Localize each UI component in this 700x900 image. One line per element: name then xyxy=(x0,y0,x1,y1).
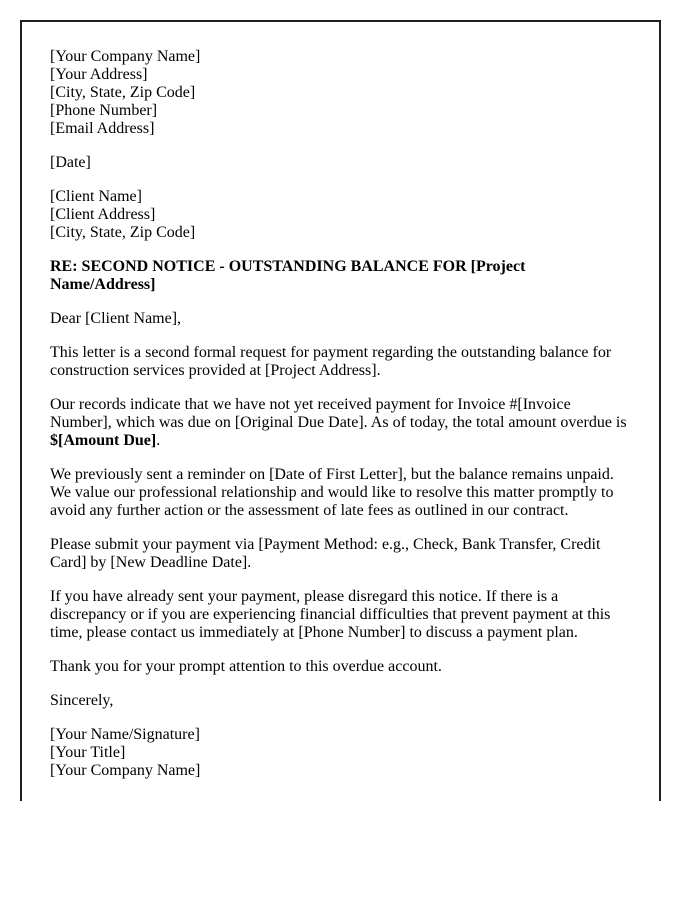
salutation: Dear [Client Name], xyxy=(50,310,182,327)
signature-title: [Your Title] xyxy=(50,744,126,761)
paragraph-payment-method: Please submit your payment via [Payment Method: e.g., Check, Bank Transfer, Credit Card] by [New Deadline Date]. xyxy=(50,536,601,571)
recipient-name: [Client Name] xyxy=(50,188,142,205)
sender-address: [Your Address] xyxy=(50,66,148,83)
paragraph-second-request: This letter is a second formal request for payment regarding the outstanding balance for construction services provided at [Project Address]. xyxy=(50,344,612,379)
signature-name: [Your Name/Signature] xyxy=(50,726,200,743)
recipient-city-state-zip: [City, State, Zip Code] xyxy=(50,224,196,241)
letter-page-border xyxy=(20,20,661,801)
sender-city-state-zip: [City, State, Zip Code] xyxy=(50,84,196,101)
sender-email: [Email Address] xyxy=(50,120,155,137)
sender-phone: [Phone Number] xyxy=(50,102,158,119)
amount-due-emphasis: $[Amount Due] xyxy=(50,432,157,449)
letter-content xyxy=(50,48,627,780)
recipient-address: [Client Address] xyxy=(50,206,156,223)
signature-block xyxy=(50,726,627,780)
paragraph-previous-reminder: We previously sent a reminder on [Date of First Letter], but the balance remains unpaid. We value our professional relationship and would like to resolve this matter promptly to avoid any further action or the assessment of late fees as outlined in our contract. xyxy=(50,466,614,519)
recipient-address-block xyxy=(50,188,627,242)
closing: Sincerely, xyxy=(50,692,114,709)
subject-line: RE: SECOND NOTICE - OUTSTANDING BALANCE FOR [Project Name/Address] xyxy=(50,258,526,293)
paragraph-disregard-notice: If you have already sent your payment, please disregard this notice. If there is a discrepancy or if you are experiencing financial difficulties that prevent payment at this time, please contact us immediately at [Phone Number] to discuss a payment plan. xyxy=(50,588,611,641)
signature-company: [Your Company Name] xyxy=(50,762,201,779)
paragraph-records-period: . xyxy=(156,432,161,449)
paragraph-records-text: Our records indicate that we have not yet received payment for Invoice #[Invoice Number], which was due on [Original Due Date]. As of today, the total amount overdue is xyxy=(50,396,627,431)
paragraph-records-overdue xyxy=(50,396,627,450)
sender-company-name: [Your Company Name] xyxy=(50,48,201,65)
paragraph-thank-you: Thank you for your prompt attention to this overdue account. xyxy=(50,658,442,675)
sender-address-block xyxy=(50,48,627,138)
date-line: [Date] xyxy=(50,154,91,171)
